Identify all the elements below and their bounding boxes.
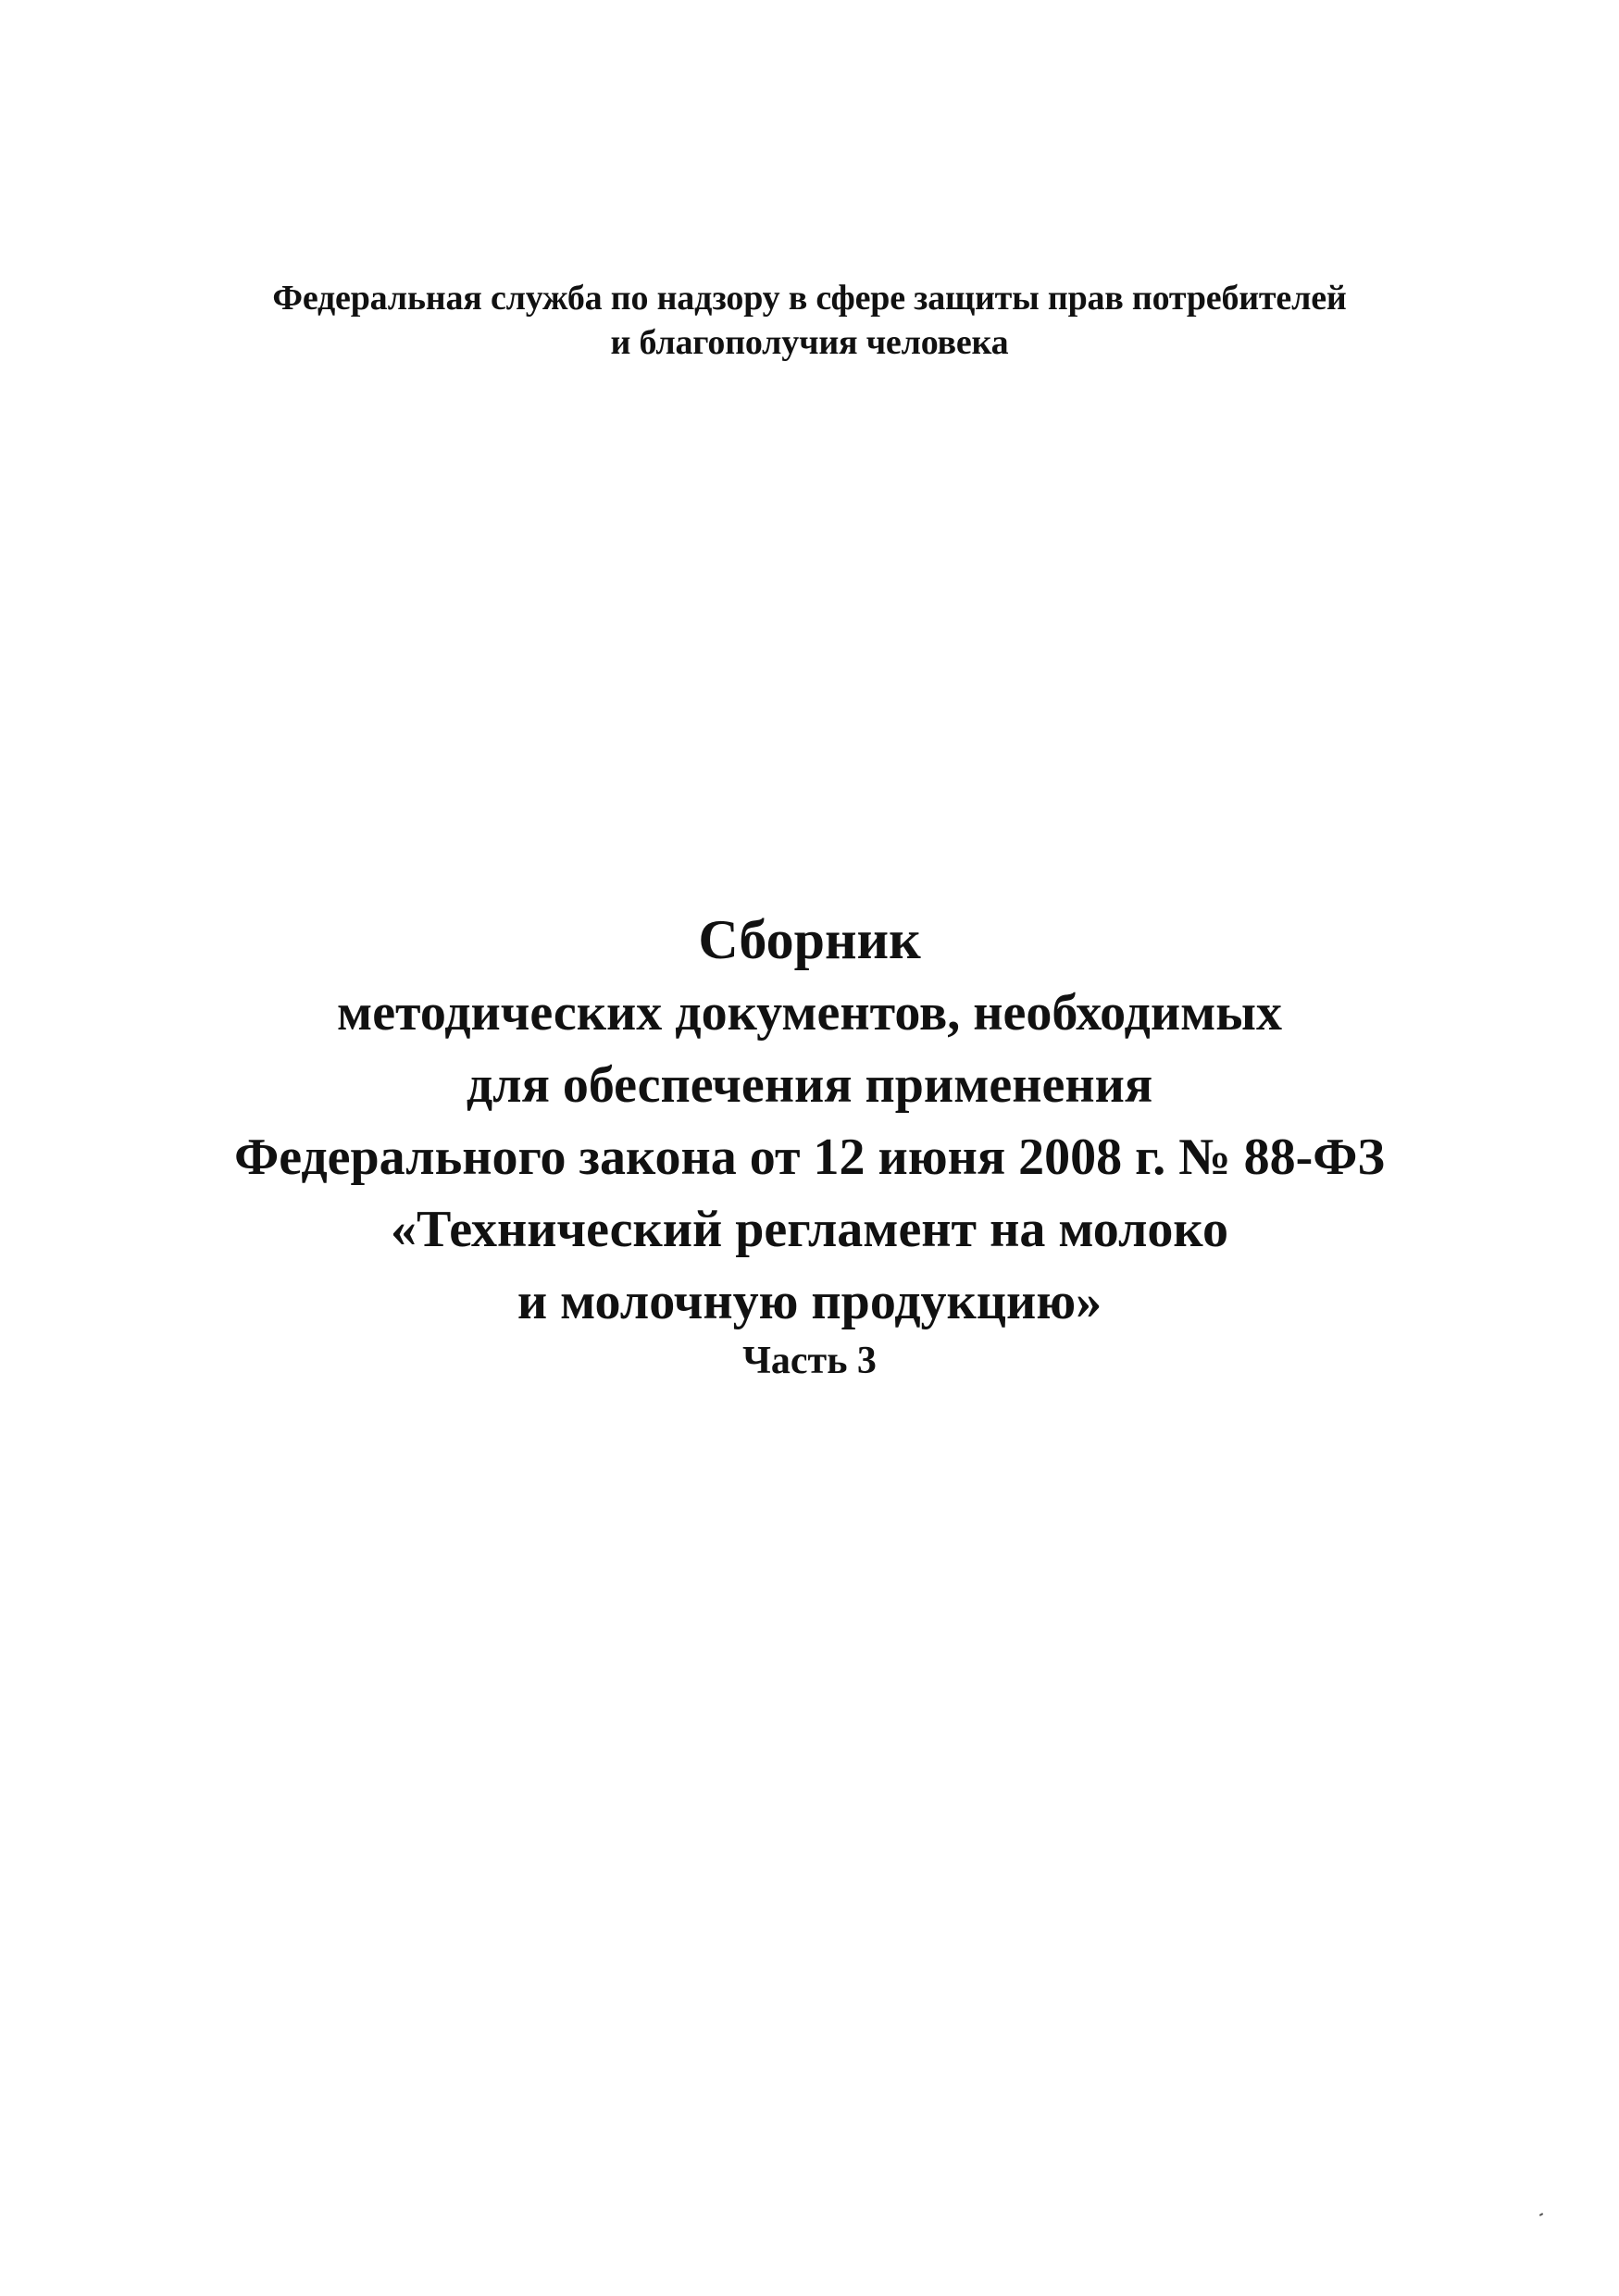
issuing-agency: [0, 276, 1619, 365]
title-line-4: «Технический регламент на молоко: [391, 1201, 1228, 1258]
title-main: Сборник: [698, 909, 921, 970]
scan-speck: [1539, 2213, 1543, 2216]
title-line-5: и молочную продукцию»: [517, 1273, 1102, 1330]
part-number: Часть 3: [742, 1340, 877, 1382]
title-line-2: для обеспечения применения: [466, 1056, 1153, 1114]
agency-line-1: Федеральная служба по надзору в сфере защиты прав потребителей: [272, 279, 1347, 318]
document-title: [0, 903, 1619, 1338]
agency-line-2: и благополучия человека: [610, 323, 1009, 362]
title-line-1: методических документов, необходимых: [337, 984, 1282, 1042]
title-line-3: Федерального закона от 12 июня 2008 г. № 88-ФЗ: [234, 1129, 1385, 1186]
